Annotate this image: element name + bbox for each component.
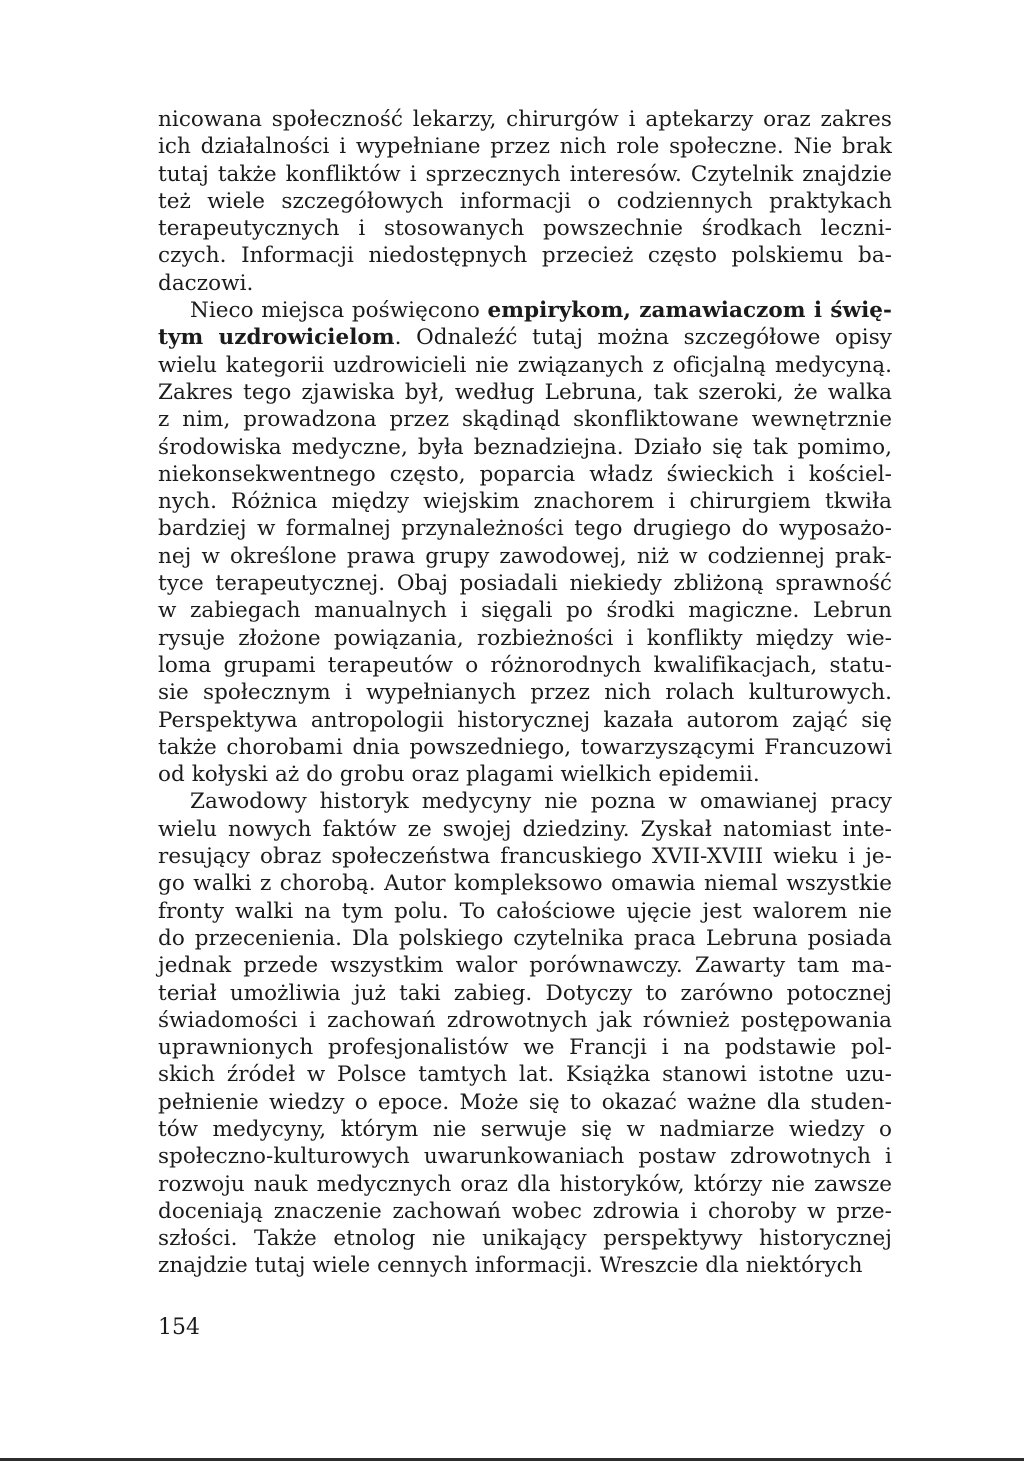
- text-segment: ich działalności i wypełniane przez nich role społeczne. Nie brak: [158, 134, 892, 160]
- text-line: [158, 1143, 892, 1170]
- text-line: [158, 461, 892, 488]
- text-segment: z nim, prowadzona przez skądinąd skonfliktowane wewnętrznie: [158, 407, 892, 433]
- text-segment: tyce terapeutycznej. Obaj posiadali niekiedy zbliżoną sprawność: [158, 571, 892, 597]
- text-line: [158, 1034, 892, 1061]
- text-segment: też wiele szczegółowych informacji o codziennych praktykach: [158, 188, 892, 214]
- text-line: [158, 270, 892, 297]
- text-segment: uprawnionych profesjonalistów we Francji i na podstawie pol-: [158, 1035, 892, 1061]
- body-text: [158, 106, 892, 1280]
- text-segment: w zabiegach manualnych i sięgali po środki magiczne. Lebrun: [158, 598, 892, 624]
- text-segment: Zakres tego zjawiska był, według Lebruna, tak szeroki, że walka: [158, 379, 892, 405]
- text-line: [158, 679, 892, 706]
- text-segment: społeczno-kulturowych uwarunkowaniach postaw zdrowotnych i: [158, 1144, 892, 1170]
- text-segment: teriał umożliwia już taki zabieg. Dotyczy to zarówno potocznej: [158, 980, 892, 1006]
- text-segment: rysuje złożone powiązania, rozbieżności i konflikty między wie-: [158, 625, 892, 651]
- bold-text-segment: tym uzdrowicielom: [158, 325, 395, 351]
- text-segment: niekonsekwentnego często, poparcia władz świeckich i kościel-: [158, 461, 892, 487]
- text-line: [158, 297, 892, 324]
- text-segment: rozwoju nauk medycznych oraz dla historyków, którzy nie zawsze: [158, 1171, 892, 1197]
- text-segment: także chorobami dnia powszedniego, towarzyszącymi Francuzowi: [158, 734, 892, 760]
- text-segment: loma grupami terapeutów o różnorodnych kwalifikacjach, statu-: [158, 652, 892, 678]
- text-line: [158, 925, 892, 952]
- text-line: [158, 133, 892, 160]
- text-segment: pełnienie wiedzy o epoce. Może się to okazać ważne dla studen-: [158, 1089, 892, 1115]
- text-segment: bardziej w formalnej przynależności tego drugiego do wyposażo-: [158, 516, 892, 542]
- text-line: [158, 816, 892, 843]
- text-line: [158, 488, 892, 515]
- text-segment: świadomości i zachowań zdrowotnych jak również postępowania: [158, 1007, 892, 1033]
- text-segment: go walki z chorobą. Autor kompleksowo omawia niemal wszystkie: [158, 871, 892, 897]
- text-segment: nicowana społeczność lekarzy, chirurgów i aptekarzy oraz zakres: [158, 107, 892, 132]
- text-line: [158, 570, 892, 597]
- text-line: [158, 597, 892, 624]
- text-line: [158, 734, 892, 761]
- text-segment: skich źródeł w Polsce tamtych lat. Książka stanowi istotne uzu-: [158, 1062, 892, 1088]
- text-segment: Zawodowy historyk medycyny nie pozna w omawianej pracy: [190, 789, 892, 815]
- text-segment: nej w określone prawa grupy zawodowej, niż w codziennej prak-: [158, 543, 892, 569]
- text-segment: wielu kategorii uzdrowicieli nie związanych z oficjalną medycyną.: [158, 352, 892, 378]
- text-line: [158, 215, 892, 242]
- text-line: [158, 352, 892, 379]
- text-segment: wielu nowych faktów ze swojej dziedziny. Zyskał natomiast inte-: [158, 816, 892, 842]
- text-segment: tów medycyny, którym nie serwuje się w nadmiarze wiedzy o: [158, 1116, 892, 1142]
- text-line: [158, 707, 892, 734]
- text-line: [158, 952, 892, 979]
- text-line: [158, 188, 892, 215]
- text-segment: środowiska medyczne, była beznadziejna. Działo się tak pomimo,: [158, 434, 892, 460]
- bold-text-segment: empirykom, zamawiaczom i świę-: [487, 298, 892, 324]
- text-line: [158, 406, 892, 433]
- text-line: [158, 1171, 892, 1198]
- text-segment: do przecenienia. Dla polskiego czytelnika praca Lebruna posiada: [158, 925, 892, 951]
- text-segment: tutaj także konfliktów i sprzecznych interesów. Czytelnik znajdzie: [158, 161, 892, 187]
- text-segment: szłości. Także etnolog nie unikający perspektywy historycznej: [158, 1226, 892, 1252]
- text-line: [158, 242, 892, 269]
- text-line: [158, 652, 892, 679]
- text-line: [158, 1007, 892, 1034]
- text-line: [158, 434, 892, 461]
- text-segment: Perspektywa antropologii historycznej kazała autorom zająć się: [158, 707, 892, 733]
- text-line: [158, 1089, 892, 1116]
- text-segment: daczowi.: [158, 270, 254, 296]
- text-segment: nych. Różnica między wiejskim znachorem i chirurgiem tkwiła: [158, 489, 892, 515]
- text-line: [158, 324, 892, 351]
- text-line: [158, 843, 892, 870]
- text-segment: Nieco miejsca poświęcono: [190, 298, 488, 324]
- text-segment: znajdzie tutaj wiele cennych informacji. Wreszcie dla niektórych: [158, 1253, 863, 1279]
- text-line: [158, 1061, 892, 1088]
- text-line: [158, 379, 892, 406]
- scan-edge-rule: [0, 1458, 1024, 1461]
- text-line: [158, 761, 892, 788]
- text-line: [158, 898, 892, 925]
- text-line: [158, 1116, 892, 1143]
- text-line: [158, 515, 892, 542]
- text-line: [158, 106, 892, 133]
- text-segment: resujący obraz społeczeństwa francuskiego XVII-XVIII wieku i je-: [158, 844, 892, 870]
- page-number: 154: [158, 1315, 200, 1340]
- text-line: [158, 1252, 892, 1279]
- text-segment: sie społecznym i wypełnianych przez nich rolach kulturowych.: [158, 680, 892, 706]
- text-line: [158, 543, 892, 570]
- text-line: [158, 870, 892, 897]
- text-segment: . Odnaleźć tutaj można szczegółowe opisy: [394, 325, 893, 351]
- text-segment: doceniają znaczenie zachowań wobec zdrowia i choroby w prze-: [158, 1198, 892, 1224]
- text-segment: fronty walki na tym polu. To całościowe ujęcie jest walorem nie: [158, 898, 892, 924]
- text-line: [158, 1198, 892, 1225]
- text-line: [158, 625, 892, 652]
- text-segment: jednak przede wszystkim walor porównawczy. Zawarty tam ma-: [158, 953, 892, 979]
- text-line: [158, 1225, 892, 1252]
- text-line: [158, 788, 892, 815]
- text-segment: terapeutycznych i stosowanych powszechnie środkach leczni-: [158, 216, 892, 242]
- text-line: [158, 980, 892, 1007]
- text-line: [158, 161, 892, 188]
- text-segment: od kołyski aż do grobu oraz plagami wielkich epidemii.: [158, 762, 760, 788]
- text-segment: czych. Informacji niedostępnych przecież często polskiemu ba-: [158, 243, 892, 269]
